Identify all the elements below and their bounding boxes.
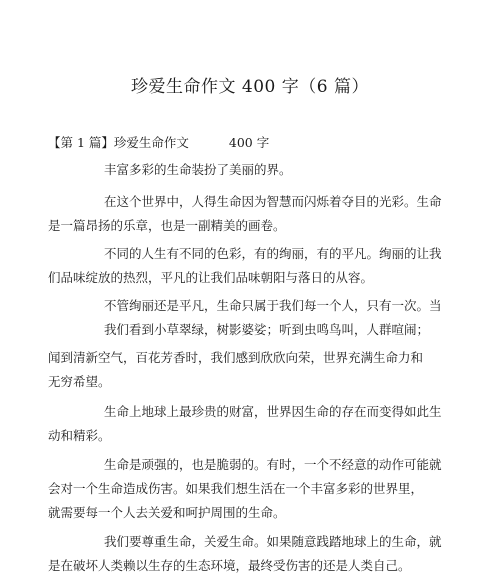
paragraph-line: 闻到清新空气，百花芳香时，我们感到欣欣向荣，世界充满生命力和 — [48, 350, 424, 365]
paragraph-line: 无穷希望。 — [48, 374, 111, 389]
paragraph-8 — [48, 530, 442, 578]
document-title: 珍爱生命作文 400 字（6 篇） — [131, 77, 369, 97]
paragraph-4 — [48, 294, 442, 342]
paragraph-3 — [48, 242, 442, 290]
section-heading — [48, 133, 269, 151]
paragraph-5 — [48, 346, 424, 394]
paragraph-line: 生命上地球上最珍贵的财富，世界因生命的存在而变得如此生 — [104, 404, 442, 419]
paragraph-line: 不管绚丽还是平凡，生命只属于我们每一个人，只有一次。当 — [104, 298, 442, 313]
paragraph-line: 就需要每一个人去关爱和呵护周围的生命。 — [48, 505, 286, 520]
paragraph-2 — [48, 190, 442, 238]
paragraph-6 — [48, 400, 442, 448]
paragraph-7 — [48, 453, 442, 525]
paragraph-line: 我们要尊重生命，关爱生命。如果随意践踏地球上的生命，就 — [104, 534, 442, 549]
paragraph-line: 我们看到小草翠绿，树影婆娑；听到虫鸣鸟叫，人群喧闹； — [104, 322, 430, 337]
paragraph-line: 不同的人生有不同的色彩，有的绚丽，有的平凡。绚丽的让我 — [104, 246, 442, 261]
paragraph-line: 会对一个生命造成伤害。如果我们想生活在一个丰富多彩的世界里， — [48, 481, 424, 496]
paragraph-line: 动和精彩。 — [48, 428, 111, 443]
paragraph-1 — [48, 158, 418, 182]
paragraph-line: 是一篇昂扬的乐章，也是一副精美的画卷。 — [48, 218, 286, 233]
section-word-count: 400 字 — [228, 135, 270, 150]
paragraph-line: 丰富多彩的生命装扮了美丽的界。 — [104, 162, 292, 177]
paragraph-line: 们品味绽放的热烈，平凡的让我们品味朝阳与落日的从容。 — [48, 270, 374, 285]
paragraph-line: 是在破坏人类赖以生存的生态环境，最终受伤害的还是人类自己。 — [48, 558, 411, 573]
paragraph-line: 生命是顽强的，也是脆弱的。有时，一个不经意的动作可能就 — [104, 457, 442, 472]
paragraph-line: 在这个世界中，人得生命因为智慧而闪烁着夺目的光彩。生命 — [104, 194, 442, 209]
section-label: 【第 1 篇】珍爱生命作文 — [48, 135, 189, 150]
